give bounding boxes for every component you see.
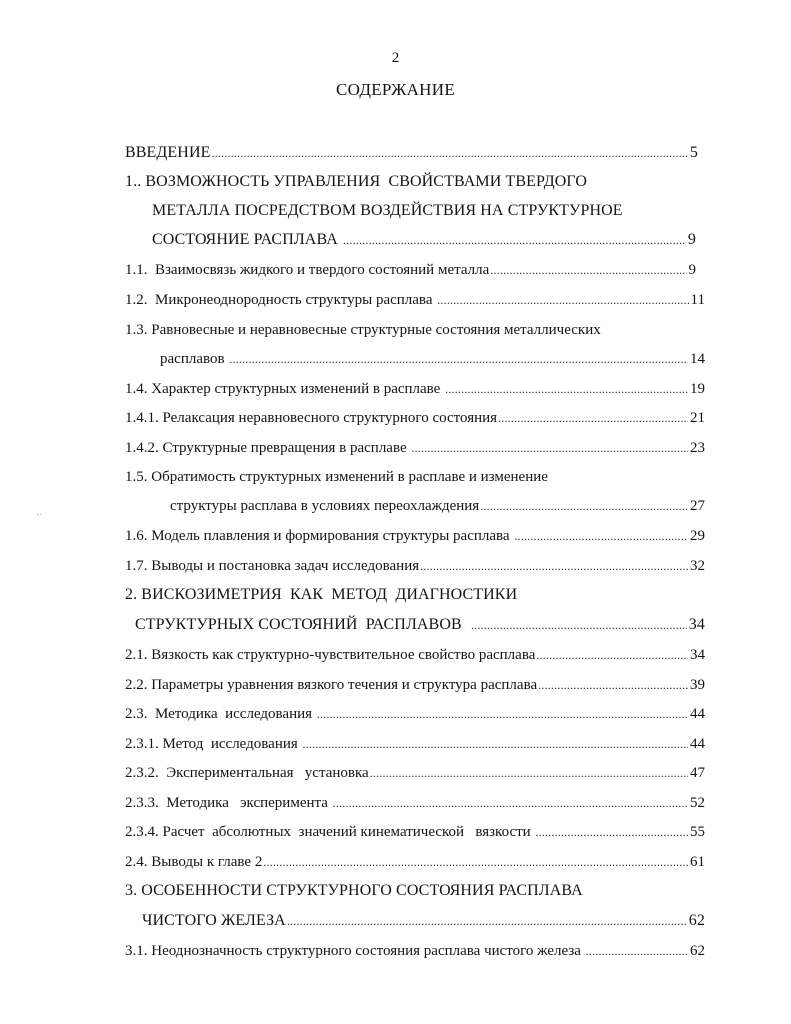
toc-entry-2-3-2[interactable] xyxy=(125,763,705,785)
toc-page-number: 34 xyxy=(690,647,705,663)
toc-page-number: 39 xyxy=(690,677,705,693)
leader-dots xyxy=(212,143,688,163)
toc-entry-title: 1.. ВОЗМОЖНОСТЬ УПРАВЛЕНИЯ СВОЙСТВАМИ ТВЕРДОГО xyxy=(125,173,588,190)
toc-chapter-3-line-1[interactable] xyxy=(125,881,583,903)
toc-chapter-2-line-2[interactable] xyxy=(135,615,705,637)
toc-page-number: 61 xyxy=(690,854,705,870)
toc-entry-title: 1.4.2. Структурные превращения в расплаве xyxy=(125,440,411,456)
toc-entry-title: 2.3.4. Расчет абсолютных значений кинематической вязкости xyxy=(125,824,535,840)
leader-dots xyxy=(498,408,688,428)
leader-dots xyxy=(586,941,688,961)
toc-page-number: 21 xyxy=(690,410,705,426)
leader-dots xyxy=(229,349,688,369)
leader-dots xyxy=(538,675,688,695)
toc-page-number: 34 xyxy=(688,616,705,633)
toc-page-number: 11 xyxy=(690,292,705,308)
leader-dots xyxy=(490,260,686,280)
toc-entry-1-3-line-1[interactable] xyxy=(125,320,601,342)
toc-entry-title: 2.2. Параметры уравнения вязкого течения и структура расплава xyxy=(125,677,538,693)
toc-entry-title: структуры расплава в условиях переохлаждения xyxy=(170,498,480,514)
toc-entry-2-3-3[interactable] xyxy=(125,793,705,815)
leader-dots xyxy=(303,734,688,754)
toc-entry-title: ЧИСТОГО ЖЕЛЕЗА xyxy=(142,912,286,929)
toc-page-number: 47 xyxy=(690,765,705,781)
leader-dots xyxy=(343,230,686,250)
leader-dots xyxy=(480,496,688,516)
leader-dots xyxy=(514,526,688,546)
toc-page-number: 23 xyxy=(690,440,705,456)
toc-page-number: 62 xyxy=(688,912,705,929)
toc-page-number: 29 xyxy=(690,528,705,544)
toc-page-number: 44 xyxy=(690,706,705,722)
toc-entry-title: 3.1. Неоднозначность структурного состояния расплава чистого железа xyxy=(125,943,585,959)
toc-chapter-1-line-3[interactable] xyxy=(152,230,696,252)
toc-page-number: 27 xyxy=(690,498,705,514)
toc-entry-2-4[interactable] xyxy=(125,852,705,874)
toc-page-number: 62 xyxy=(690,943,705,959)
toc-entry-2-3[interactable] xyxy=(125,704,705,726)
toc-entry-title: 1.4. Характер структурных изменений в расплаве xyxy=(125,381,445,397)
toc-entry-title: СОСТОЯНИЕ РАСПЛАВА xyxy=(152,231,342,248)
leader-dots xyxy=(535,822,688,842)
toc-chapter-1-line-1[interactable] xyxy=(125,172,587,194)
toc-page-number: 19 xyxy=(690,381,705,397)
toc-chapter-3-line-2[interactable] xyxy=(142,911,705,933)
page-number: 2 xyxy=(391,50,400,66)
toc-entry-title: ВВЕДЕНИЕ xyxy=(125,144,211,161)
toc-page-number: 52 xyxy=(690,795,705,811)
toc-chapter-1-line-2[interactable] xyxy=(152,201,623,223)
leader-dots xyxy=(437,290,688,310)
toc-entry-title: 2. ВИСКОЗИМЕТРИЯ КАК МЕТОД ДИАГНОСТИКИ xyxy=(125,586,518,603)
toc-entry-title: расплавов xyxy=(160,351,229,367)
toc-page-number: 14 xyxy=(690,351,705,367)
page-title: СОДЕРЖАНИЕ xyxy=(335,80,456,99)
toc-entry-title: 1.5. Обратимость структурных изменений в расплаве и изменение xyxy=(125,469,548,485)
toc-entry-2-3-1[interactable] xyxy=(125,734,705,756)
leader-dots xyxy=(471,615,687,635)
leader-dots xyxy=(536,645,688,665)
toc-page-number: 44 xyxy=(690,736,705,752)
toc-entry-1-7[interactable] xyxy=(125,556,705,578)
toc-page-number: 9 xyxy=(688,262,696,278)
leader-dots xyxy=(370,763,688,783)
toc-entry-2-1[interactable] xyxy=(125,645,705,667)
toc-page-number: 5 xyxy=(689,144,698,161)
toc-page-number: 55 xyxy=(690,824,705,840)
toc-entry-title: МЕТАЛЛА ПОСРЕДСТВОМ ВОЗДЕЙСТВИЯ НА СТРУКТУРНОЕ xyxy=(152,202,623,219)
toc-entry-1-5-line-1[interactable] xyxy=(125,467,548,489)
toc-entry-title: 1.1. Взаимосвязь жидкого и твердого состояний металла xyxy=(125,262,490,278)
toc-entry-3-1[interactable] xyxy=(125,941,705,963)
toc-entry-title: 1.2. Микронеоднородность структуры расплава xyxy=(125,292,437,308)
toc-entry-2-2[interactable] xyxy=(125,675,705,697)
toc-entry-title: 2.3.2. Экспериментальная установка xyxy=(125,765,369,781)
toc-entry-1-4[interactable] xyxy=(125,379,705,401)
toc-page-number: 9 xyxy=(687,231,696,248)
leader-dots xyxy=(445,379,688,399)
leader-dots xyxy=(317,704,688,724)
leader-dots xyxy=(287,911,687,931)
toc-page-number: 32 xyxy=(690,558,705,574)
toc-entry-1-6[interactable] xyxy=(125,526,705,548)
toc-entry-title: 1.7. Выводы и постановка задач исследования xyxy=(125,558,420,574)
leader-dots xyxy=(263,852,688,872)
toc-entry-title: 2.3.3. Методика эксперимента xyxy=(125,795,332,811)
toc-entry-1-1[interactable] xyxy=(125,260,696,282)
toc-entry-title: 2.1. Вязкость как структурно-чувствительное свойство расплава xyxy=(125,647,536,663)
toc-entry-2-3-4[interactable] xyxy=(125,822,705,844)
scan-artifact xyxy=(37,514,41,516)
leader-dots xyxy=(333,793,688,813)
toc-entry-title: СТРУКТУРНЫХ СОСТОЯНИЙ РАСПЛАВОВ xyxy=(135,616,470,633)
toc-entry-title: 2.4. Выводы к главе 2 xyxy=(125,854,263,870)
toc-entry-title: 1.4.1. Релаксация неравновесного структурного состояния xyxy=(125,410,498,426)
leader-dots xyxy=(411,438,688,458)
toc-chapter-2-line-1[interactable] xyxy=(125,585,517,607)
toc-entry-title: 1.6. Модель плавления и формирования структуры расплава xyxy=(125,528,514,544)
toc-entry-introduction[interactable] xyxy=(125,143,698,165)
leader-dots xyxy=(420,556,688,576)
toc-entry-1-5-line-2[interactable] xyxy=(170,496,705,518)
toc-entry-title: 2.3.1. Метод исследования xyxy=(125,736,302,752)
toc-entry-1-4-1[interactable] xyxy=(125,408,705,430)
toc-entry-title: 3. ОСОБЕННОСТИ СТРУКТУРНОГО СОСТОЯНИЯ РАСПЛАВА xyxy=(125,882,583,899)
toc-entry-title: 2.3. Методика исследования xyxy=(125,706,316,722)
toc-entry-1-2[interactable] xyxy=(125,290,705,312)
toc-entry-1-3-line-2[interactable] xyxy=(160,349,705,371)
toc-entry-1-4-2[interactable] xyxy=(125,438,705,460)
toc-entry-title: 1.3. Равновесные и неравновесные структурные состояния металлических xyxy=(125,322,601,338)
